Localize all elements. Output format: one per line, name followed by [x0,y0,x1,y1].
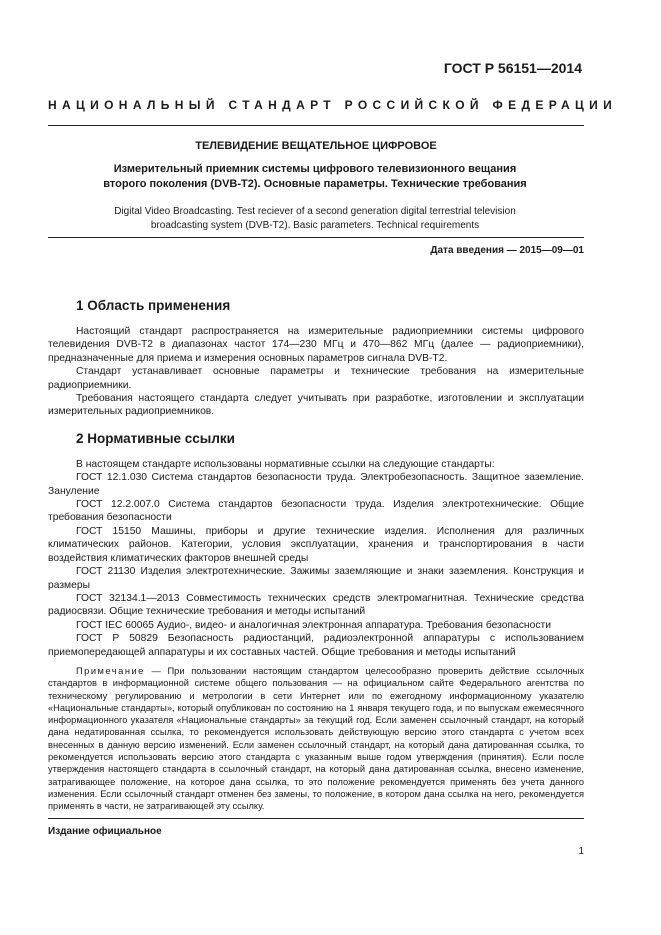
paragraph: Стандарт устанавливает основные параметры и технические требования на измерительные радиоприемники. [48,366,584,391]
paragraph: В настоящем стандарте использованы нормативные ссылки на следующие стандарты: [76,458,495,470]
subtitle-ru-line-1: Измерительный приемник системы цифрового телевизионного вещания [113,163,517,175]
section-heading: 2 Нормативные ссылки [76,430,235,446]
note [48,665,584,813]
reference-item: ГОСТ 32134.1—2013 Совместимость технических средств электромагнитная. Технические средства радиосвязи. Общие технические требования и методы испытаний [48,592,584,618]
section-scope [48,298,584,419]
page-number: 1 [578,846,584,857]
subtitle-ru-line-2: второго поколения (DVB-T2). Основные параметры. Технические требования [103,178,527,190]
document-designation: ГОСТ Р 56151—2014 [443,60,582,76]
reference-item: ГОСТ 21130 Изделия электротехнические. Зажимы заземляющие и знаки заземления. Конструкция и размеры [48,566,584,591]
document-subtitle-ru [80,162,550,192]
introduction-date: Дата введения — 2015—09—01 [430,245,584,256]
reference-item: ГОСТ IEC 60065 Аудио-, видео- и аналогичная электронная аппаратура. Требования безопасности [76,619,551,631]
subtitle-en-line-1: Digital Video Broadcasting. Test reciever of a second generation digital terrestrial television [114,206,516,217]
paragraph: Требования настоящего стандарта следует учитывать при разработке, изготовлении и эксплуатации измерительных радиоприемников. [48,393,584,418]
reference-item: ГОСТ 15150 Машины, приборы и другие технические изделия. Исполнения для различных климатических районов. Категории, условия эксплуатации, хранения и транспортирования в части воздействия климатических факторов внешней среды [48,525,584,564]
national-standard-heading: НАЦИОНАЛЬНЫЙ СТАНДАРТ РОССИЙСКОЙ ФЕДЕРАЦИИ [48,98,618,112]
section-normative-references [48,431,584,813]
reference-item: ГОСТ Р 50829 Безопасность радиостанций, радиоэлектронной аппаратуры с использованием приемопередающей аппаратуры и их составных частей. Общие требования и методы испытаний [48,633,584,658]
footer-divider [48,818,584,819]
document-title: ТЕЛЕВИДЕНИЕ ВЕЩАТЕЛЬНОЕ ЦИФРОВОЕ [195,140,437,152]
subtitle-en-line-2: broadcasting system (DVB-T2). Basic parameters. Technical requirements [150,220,480,231]
title-divider [48,237,584,238]
section-heading: 1 Область применения [76,298,231,313]
official-edition-label: Издание официальное [48,826,162,837]
paragraph: Настоящий стандарт распространяется на измерительные радиоприемники системы цифрового телевидения DVB-T2 в диапазонах частот 174—230 МГц и 470—862 МГц (далее — радиоприемники), предназначенные для приема и измерения основных параметров сигнала DVB-T2. [48,326,584,364]
note-text: — При пользовании настоящим стандартом целесообразно проверить действие ссылочных стандартов в информационной системе общего пользования — на официальном сайте Федерального агентства по техническому регулированию и метрологии в сети Интернет или по ежегодному информационному указателю «Национальные стандарты», который опубликован по состоянию на 1 января текущего года, и по выпускам ежемесячного информационного указателя «Национальные стандарты» за текущий год. Если заменен ссылочный стандарт, на который дана недатированная ссылка, то рекомендуется использовать действующую версию этого стандарта с учетом всех внесенных в данную версию изменений. Если заменен ссылочный стандарт, на который дана датированная ссылка, то рекомендуется использовать версию этого стандарта с указанным выше годом утверждения (принятия). Если после утверждения настоящего стандарта в ссылочный стандарт, на который дана датированная ссылка, внесено изменение, затрагивающее положение, на которое дана ссылка, то это положение рекомендуется применять без учета данного изменения. Если ссылочный стандарт отменен без замены, то положение, в котором дана ссылка на него, рекомендуется применять в части, не затрагивающей эту ссылку. [48,665,584,812]
note-label: Примечание [76,665,145,676]
header-divider [48,125,584,126]
document-body [48,298,584,813]
reference-item: ГОСТ 12.1.030 Система стандартов безопасности труда. Электробезопасность. Защитное заземление. Зануление [48,472,584,497]
reference-item: ГОСТ 12.2.007.0 Система стандартов безопасности труда. Изделия электротехнические. Общие требования безопасности [48,499,584,524]
document-subtitle-en [80,205,550,233]
